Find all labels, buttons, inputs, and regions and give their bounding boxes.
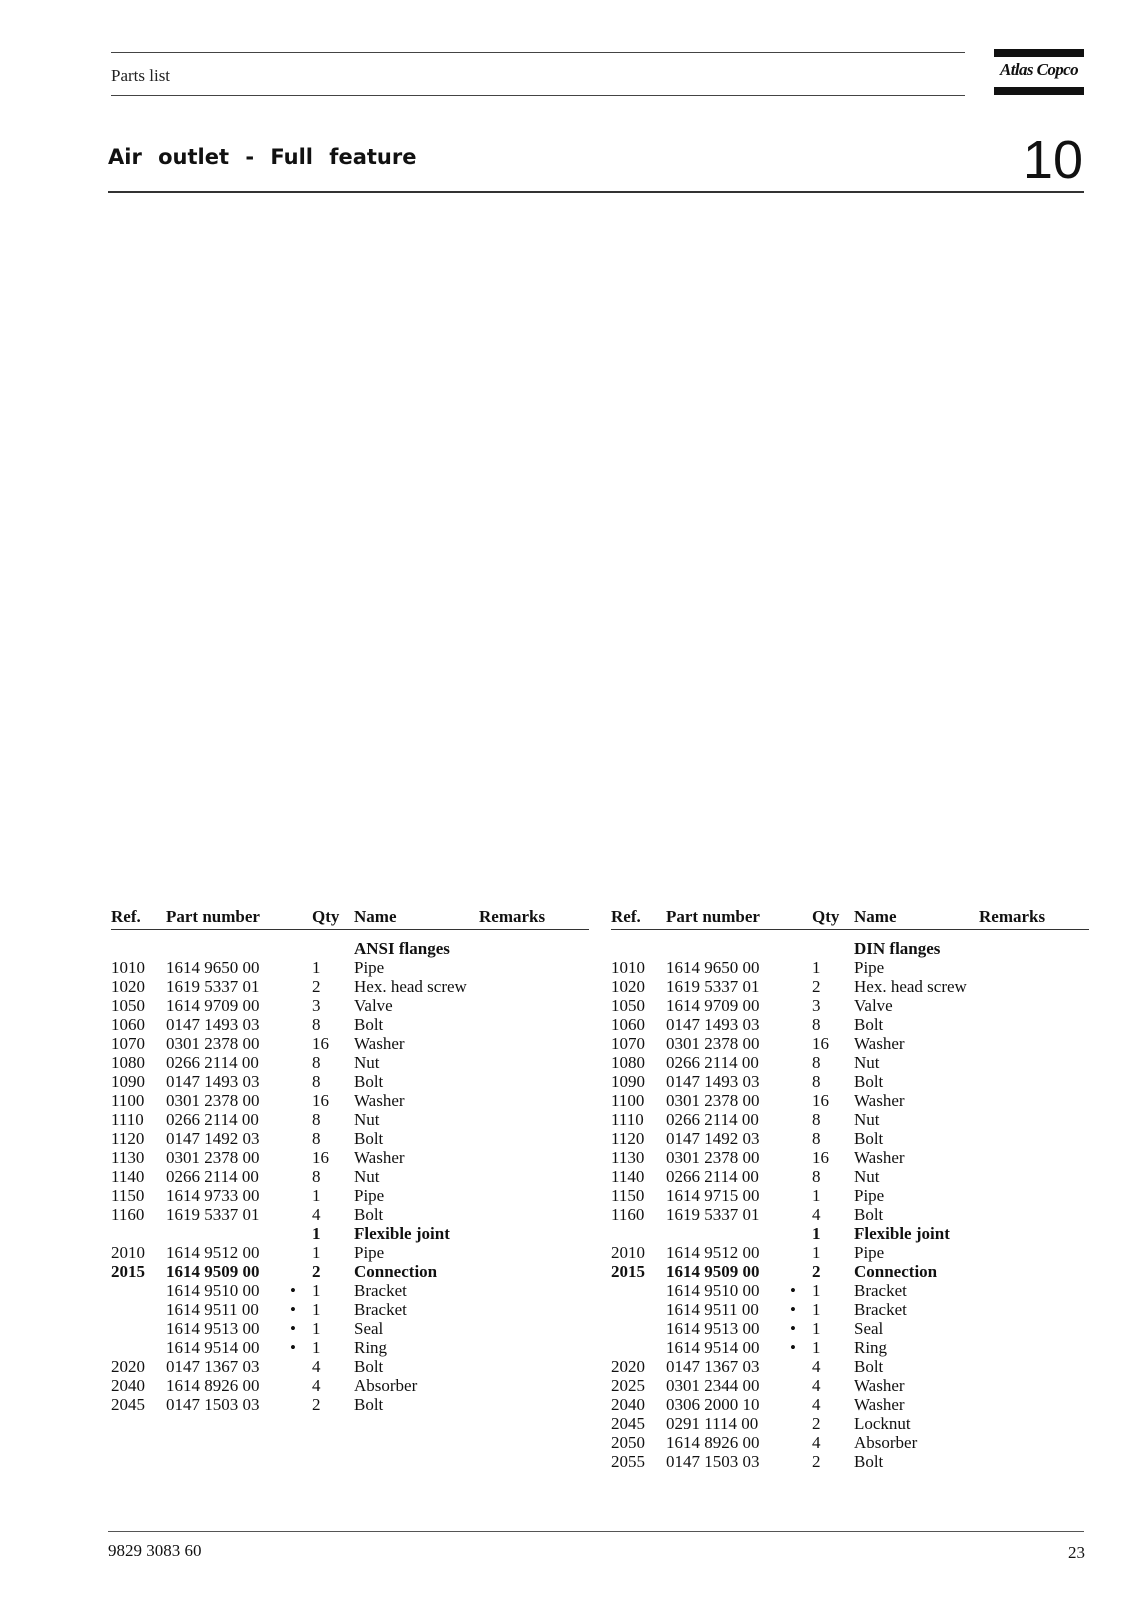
ref-cell: 1010: [611, 958, 645, 977]
header-bottom-rule: [111, 95, 965, 96]
part-number-cell: 1614 9733 00: [166, 1186, 260, 1205]
name-cell: Bolt: [854, 1452, 884, 1471]
name-cell: Bolt: [854, 1205, 884, 1224]
table-row: [611, 1224, 1089, 1243]
sub-part-bullet: •: [290, 1338, 296, 1357]
name-cell: Bolt: [354, 1015, 384, 1034]
ref-cell: 1110: [111, 1110, 144, 1129]
ref-cell: 1010: [111, 958, 145, 977]
name-cell: Flexible joint: [354, 1224, 450, 1243]
part-number-cell: 0266 2114 00: [166, 1110, 259, 1129]
qty-cell: 16: [312, 1091, 329, 1110]
table-row: [611, 1319, 1089, 1338]
name-cell: Washer: [854, 1395, 905, 1414]
table-row: [111, 1224, 589, 1243]
ref-cell: 2050: [611, 1433, 645, 1452]
part-number-cell: 0147 1492 03: [166, 1129, 260, 1148]
name-cell: Bolt: [854, 1129, 884, 1148]
table-row: [111, 1053, 589, 1072]
ref-cell: 1140: [111, 1167, 145, 1186]
part-number-cell: 1614 9514 00: [666, 1338, 760, 1357]
part-number-cell: 1614 9510 00: [666, 1281, 760, 1300]
qty-cell: 4: [812, 1357, 821, 1376]
col-header-remarks: Remarks: [479, 907, 546, 926]
name-cell: Pipe: [854, 1243, 885, 1262]
part-number-cell: 1614 9514 00: [166, 1338, 260, 1357]
qty-cell: 3: [312, 996, 321, 1015]
qty-cell: 3: [812, 996, 821, 1015]
qty-cell: 1: [312, 1319, 321, 1338]
part-number-cell: 0301 2378 00: [166, 1148, 260, 1167]
table-row: [111, 1243, 589, 1262]
qty-cell: 4: [312, 1205, 321, 1224]
name-cell: Bracket: [354, 1300, 407, 1319]
table-row: [611, 1034, 1089, 1053]
sub-part-bullet: •: [290, 1281, 296, 1300]
table-row: [611, 1148, 1089, 1167]
qty-cell: 1: [312, 958, 321, 977]
ref-cell: 1160: [111, 1205, 145, 1224]
qty-cell: 16: [312, 1148, 329, 1167]
qty-cell: 4: [812, 1395, 821, 1414]
qty-cell: 16: [812, 1148, 829, 1167]
part-number-cell: 1614 9650 00: [166, 958, 260, 977]
part-number-cell: 0147 1367 03: [666, 1357, 760, 1376]
sub-part-bullet: •: [790, 1300, 796, 1319]
col-header-name: Name: [354, 907, 397, 926]
table-row: [111, 1395, 589, 1414]
part-number-cell: 1614 9509 00: [166, 1262, 260, 1281]
name-cell: Locknut: [854, 1414, 911, 1433]
ref-cell: 1050: [111, 996, 145, 1015]
qty-cell: 1: [812, 1186, 821, 1205]
sub-part-bullet: •: [290, 1300, 296, 1319]
qty-cell: 1: [312, 1243, 321, 1262]
part-number-cell: 0266 2114 00: [666, 1167, 759, 1186]
part-number-cell: 0147 1367 03: [166, 1357, 260, 1376]
logo-top-bar: [994, 49, 1084, 57]
table-row: [111, 977, 589, 996]
ref-cell: 1100: [111, 1091, 145, 1110]
table-row: [111, 1300, 589, 1319]
part-number-cell: 0147 1493 03: [166, 1072, 260, 1091]
part-number-cell: 1619 5337 01: [666, 1205, 760, 1224]
name-cell: Bracket: [354, 1281, 407, 1300]
qty-cell: 8: [812, 1110, 821, 1129]
qty-cell: 1: [312, 1338, 321, 1357]
part-number-cell: 0266 2114 00: [666, 1110, 759, 1129]
ref-cell: 1130: [111, 1148, 145, 1167]
table-row: [611, 1395, 1089, 1414]
name-cell: Seal: [354, 1319, 384, 1338]
qty-cell: 1: [812, 1319, 821, 1338]
qty-cell: 8: [812, 1072, 821, 1091]
table-row: [611, 977, 1089, 996]
table-row: [611, 1205, 1089, 1224]
table-row: [111, 1110, 589, 1129]
table-row: [111, 1357, 589, 1376]
name-cell: Absorber: [354, 1376, 418, 1395]
ref-cell: 1080: [111, 1053, 145, 1072]
name-cell: Nut: [354, 1167, 380, 1186]
qty-cell: 8: [812, 1053, 821, 1072]
part-number-cell: 0266 2114 00: [666, 1053, 759, 1072]
section-number: 10: [1022, 130, 1083, 190]
part-number-cell: 1619 5337 01: [166, 1205, 260, 1224]
part-number-cell: 0147 1493 03: [666, 1015, 760, 1034]
table-row: [611, 1281, 1089, 1300]
table-row: [611, 1015, 1089, 1034]
name-cell: Nut: [854, 1053, 880, 1072]
qty-cell: 16: [812, 1091, 829, 1110]
ref-cell: 2040: [611, 1395, 645, 1414]
name-cell: Bolt: [354, 1072, 384, 1091]
part-number-cell: 0266 2114 00: [166, 1053, 259, 1072]
part-number-cell: 1619 5337 01: [666, 977, 760, 996]
col-header-part-number: Part number: [166, 907, 260, 926]
name-cell: Valve: [854, 996, 893, 1015]
ansi-table-body: [111, 939, 589, 1414]
part-number-cell: 0301 2378 00: [666, 1148, 760, 1167]
qty-cell: 4: [812, 1376, 821, 1395]
table-row: [111, 1338, 589, 1357]
name-cell: Bolt: [354, 1395, 384, 1414]
table-header: [111, 907, 589, 930]
part-number-cell: 0147 1493 03: [666, 1072, 760, 1091]
logo-bottom-bar: [994, 87, 1084, 95]
table-header: [611, 907, 1089, 930]
name-cell: Hex. head screw: [854, 977, 967, 996]
ansi-parts-table: [111, 907, 589, 1414]
part-number-cell: 1614 8926 00: [666, 1433, 760, 1452]
ref-cell: 1110: [611, 1110, 644, 1129]
name-cell: Ring: [354, 1338, 388, 1357]
table-row: [111, 1186, 589, 1205]
table-row: [111, 1091, 589, 1110]
ref-cell: 1150: [611, 1186, 645, 1205]
part-number-cell: 0147 1503 03: [166, 1395, 260, 1414]
name-cell: Connection: [354, 1262, 438, 1281]
name-cell: ANSI flanges: [354, 939, 450, 958]
name-cell: Nut: [854, 1167, 880, 1186]
qty-cell: 4: [812, 1205, 821, 1224]
section-label: Parts list: [111, 66, 171, 85]
name-cell: Bracket: [854, 1281, 907, 1300]
table-row: [611, 1452, 1089, 1471]
name-cell: Pipe: [854, 958, 885, 977]
name-cell: Washer: [354, 1148, 405, 1167]
ref-cell: 2040: [111, 1376, 145, 1395]
table-row: [611, 1186, 1089, 1205]
table-row: [111, 1376, 589, 1395]
part-number-cell: 0301 2378 00: [666, 1034, 760, 1053]
logo-wordmark: Atlas Copco: [1000, 60, 1078, 79]
part-number-cell: 0147 1493 03: [166, 1015, 260, 1034]
qty-cell: 1: [812, 958, 821, 977]
table-row: [611, 939, 1089, 958]
table-row: [611, 1167, 1089, 1186]
ref-cell: 1130: [611, 1148, 645, 1167]
table-row: [611, 1110, 1089, 1129]
ref-cell: 1070: [611, 1034, 645, 1053]
table-row: [111, 1319, 589, 1338]
table-row: [611, 1357, 1089, 1376]
qty-cell: 8: [812, 1167, 821, 1186]
col-header-remarks: Remarks: [979, 907, 1046, 926]
qty-cell: 8: [812, 1129, 821, 1148]
part-number-cell: 1614 9650 00: [666, 958, 760, 977]
col-header-part-number: Part number: [666, 907, 760, 926]
name-cell: Pipe: [354, 1243, 385, 1262]
qty-cell: 1: [812, 1300, 821, 1319]
part-number-cell: 0147 1492 03: [666, 1129, 760, 1148]
qty-cell: 8: [312, 1129, 321, 1148]
qty-cell: 16: [312, 1034, 329, 1053]
col-header-ref: Ref.: [611, 907, 641, 926]
ref-cell: 2010: [111, 1243, 145, 1262]
name-cell: Nut: [354, 1110, 380, 1129]
table-row: [111, 1262, 589, 1281]
document-number: 9829 3083 60: [108, 1541, 202, 1560]
name-cell: Hex. head screw: [354, 977, 467, 996]
name-cell: Ring: [854, 1338, 888, 1357]
ref-cell: 1020: [611, 977, 645, 996]
name-cell: Washer: [854, 1376, 905, 1395]
table-row: [611, 996, 1089, 1015]
qty-cell: 2: [812, 977, 821, 996]
qty-cell: 1: [312, 1224, 321, 1243]
ref-cell: 1050: [611, 996, 645, 1015]
ref-cell: 2025: [611, 1376, 645, 1395]
name-cell: Nut: [854, 1110, 880, 1129]
qty-cell: 2: [812, 1262, 821, 1281]
ref-cell: 1060: [611, 1015, 645, 1034]
name-cell: Washer: [854, 1034, 905, 1053]
qty-cell: 8: [312, 1167, 321, 1186]
part-number-cell: 1614 9709 00: [666, 996, 760, 1015]
part-number-cell: 0306 2000 10: [666, 1395, 760, 1414]
part-number-cell: 1614 9512 00: [166, 1243, 260, 1262]
ref-cell: 2010: [611, 1243, 645, 1262]
table-row: [611, 1376, 1089, 1395]
sub-part-bullet: •: [790, 1338, 796, 1357]
qty-cell: 8: [312, 1110, 321, 1129]
part-number-cell: 0266 2114 00: [166, 1167, 259, 1186]
col-header-name: Name: [854, 907, 897, 926]
part-number-cell: 0301 2378 00: [666, 1091, 760, 1110]
name-cell: Bolt: [854, 1357, 884, 1376]
part-number-cell: 0301 2378 00: [166, 1091, 260, 1110]
part-number-cell: 0301 2378 00: [166, 1034, 260, 1053]
name-cell: Bracket: [854, 1300, 907, 1319]
ref-cell: 1060: [111, 1015, 145, 1034]
col-header-qty: Qty: [312, 907, 340, 926]
name-cell: Bolt: [854, 1072, 884, 1091]
name-cell: Washer: [854, 1091, 905, 1110]
name-cell: Bolt: [354, 1205, 384, 1224]
table-row: [611, 1300, 1089, 1319]
ref-cell: 1160: [611, 1205, 645, 1224]
part-number-cell: 1614 9511 00: [166, 1300, 259, 1319]
part-number-cell: 1614 9509 00: [666, 1262, 760, 1281]
din-parts-table: [611, 907, 1089, 1471]
qty-cell: 8: [312, 1015, 321, 1034]
ref-cell: 2020: [611, 1357, 645, 1376]
table-row: [611, 1338, 1089, 1357]
sub-part-bullet: •: [790, 1281, 796, 1300]
page-title: Air outlet - Full feature: [108, 145, 417, 169]
atlas-copco-logo: [994, 49, 1084, 95]
name-cell: Connection: [854, 1262, 938, 1281]
table-row: [111, 1148, 589, 1167]
table-row: [111, 1205, 589, 1224]
name-cell: Flexible joint: [854, 1224, 950, 1243]
sub-part-bullet: •: [290, 1319, 296, 1338]
table-row: [111, 939, 589, 958]
table-row: [111, 1034, 589, 1053]
table-row: [611, 1414, 1089, 1433]
col-header-ref: Ref.: [111, 907, 141, 926]
part-number-cell: 0301 2344 00: [666, 1376, 760, 1395]
name-cell: Nut: [354, 1053, 380, 1072]
table-row: [111, 958, 589, 977]
qty-cell: 2: [312, 977, 321, 996]
part-number-cell: 1614 9513 00: [166, 1319, 260, 1338]
qty-cell: 4: [812, 1433, 821, 1452]
part-number-cell: 1614 9709 00: [166, 996, 260, 1015]
ref-cell: 2055: [611, 1452, 645, 1471]
part-number-cell: 1614 9512 00: [666, 1243, 760, 1262]
qty-cell: 2: [812, 1414, 821, 1433]
qty-cell: 1: [812, 1338, 821, 1357]
name-cell: Washer: [354, 1091, 405, 1110]
name-cell: Washer: [354, 1034, 405, 1053]
qty-cell: 16: [812, 1034, 829, 1053]
ref-cell: 2045: [611, 1414, 645, 1433]
ref-cell: 1140: [611, 1167, 645, 1186]
page-number: 23: [1068, 1543, 1085, 1562]
qty-cell: 1: [312, 1186, 321, 1205]
name-cell: Pipe: [354, 1186, 385, 1205]
table-row: [611, 1129, 1089, 1148]
table-row: [111, 1129, 589, 1148]
qty-cell: 8: [812, 1015, 821, 1034]
qty-cell: 2: [812, 1452, 821, 1471]
table-row: [111, 1281, 589, 1300]
din-table-body: [611, 939, 1089, 1471]
qty-cell: 1: [312, 1281, 321, 1300]
part-number-cell: 1614 9715 00: [666, 1186, 760, 1205]
name-cell: Washer: [854, 1148, 905, 1167]
qty-cell: 8: [312, 1053, 321, 1072]
qty-cell: 4: [312, 1376, 321, 1395]
name-cell: Bolt: [854, 1015, 884, 1034]
ref-cell: 2015: [611, 1262, 645, 1281]
ref-cell: 2015: [111, 1262, 145, 1281]
table-row: [111, 1015, 589, 1034]
part-number-cell: 1614 9511 00: [666, 1300, 759, 1319]
ref-cell: 1150: [111, 1186, 145, 1205]
name-cell: Bolt: [354, 1357, 384, 1376]
table-row: [611, 1053, 1089, 1072]
qty-cell: 1: [312, 1300, 321, 1319]
table-row: [611, 1243, 1089, 1262]
ref-cell: 1120: [611, 1129, 645, 1148]
name-cell: Valve: [354, 996, 393, 1015]
name-cell: Bolt: [354, 1129, 384, 1148]
qty-cell: 1: [812, 1224, 821, 1243]
ref-cell: 1100: [611, 1091, 645, 1110]
title-rule: [108, 191, 1084, 193]
part-number-cell: 1619 5337 01: [166, 977, 260, 996]
qty-cell: 8: [312, 1072, 321, 1091]
qty-cell: 2: [312, 1395, 321, 1414]
part-number-cell: 0147 1503 03: [666, 1452, 760, 1471]
part-number-cell: 1614 9513 00: [666, 1319, 760, 1338]
ref-cell: 2020: [111, 1357, 145, 1376]
table-row: [611, 1091, 1089, 1110]
name-cell: Pipe: [854, 1186, 885, 1205]
name-cell: DIN flanges: [854, 939, 941, 958]
qty-cell: 4: [312, 1357, 321, 1376]
header-top-rule: [111, 52, 965, 53]
ref-cell: 1070: [111, 1034, 145, 1053]
part-number-cell: 0291 1114 00: [666, 1414, 759, 1433]
name-cell: Absorber: [854, 1433, 918, 1452]
ref-cell: 1020: [111, 977, 145, 996]
name-cell: Seal: [854, 1319, 884, 1338]
table-row: [611, 958, 1089, 977]
ref-cell: 1090: [611, 1072, 645, 1091]
qty-cell: 1: [812, 1243, 821, 1262]
table-row: [111, 996, 589, 1015]
sub-part-bullet: •: [790, 1319, 796, 1338]
ref-cell: 1120: [111, 1129, 145, 1148]
ref-cell: 2045: [111, 1395, 145, 1414]
table-row: [611, 1072, 1089, 1091]
col-header-qty: Qty: [812, 907, 840, 926]
part-number-cell: 1614 9510 00: [166, 1281, 260, 1300]
ref-cell: 1080: [611, 1053, 645, 1072]
ref-cell: 1090: [111, 1072, 145, 1091]
table-row: [111, 1167, 589, 1186]
table-row: [111, 1072, 589, 1091]
footer-rule: [108, 1531, 1084, 1532]
table-row: [611, 1262, 1089, 1281]
qty-cell: 2: [312, 1262, 321, 1281]
table-row: [611, 1433, 1089, 1452]
qty-cell: 1: [812, 1281, 821, 1300]
part-number-cell: 1614 8926 00: [166, 1376, 260, 1395]
name-cell: Pipe: [354, 958, 385, 977]
